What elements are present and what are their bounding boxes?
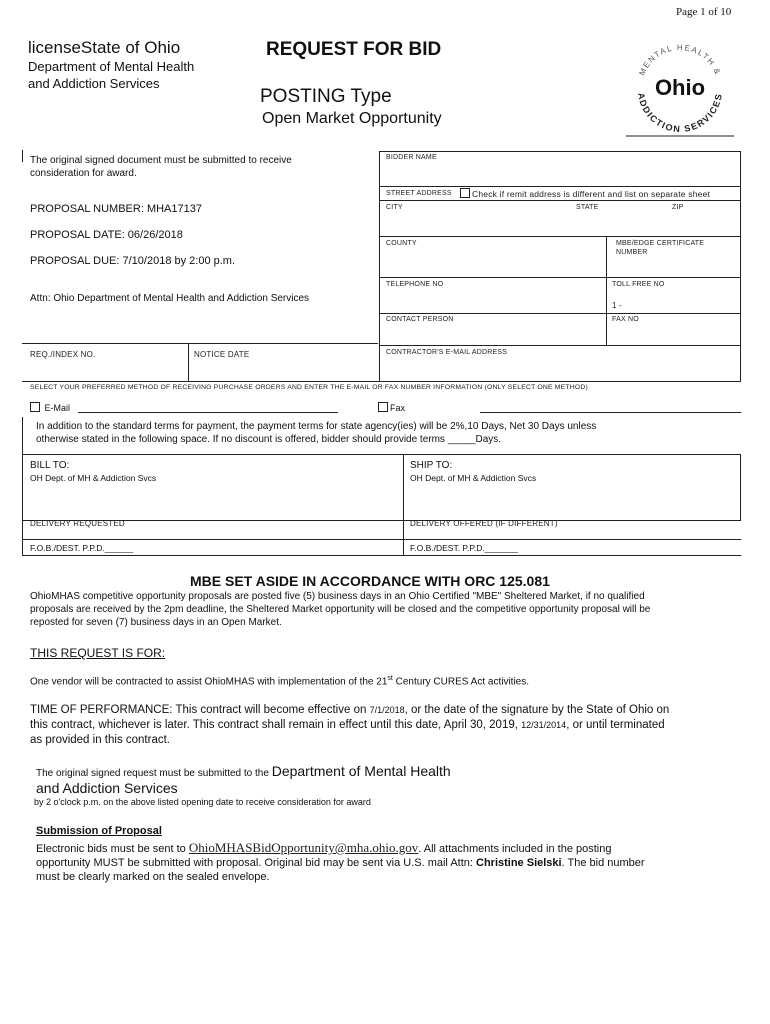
contact-name: Christine Sielski [476,857,562,869]
submission-note-line2: and Addiction Services [36,780,178,796]
performance-line3: as provided in this contract. [30,734,170,746]
performance-2b: 12/31/2014 [521,720,567,730]
payment-terms-line1: In addition to the standard terms for payment, the payment terms for state agency(ies) will be 2%,10 Days, Net 30 Days unless [36,421,597,432]
remit-address-check[interactable] [460,188,710,199]
delivery-requested-label: DELIVERY REQUESTED [30,519,125,528]
attention-line: Attn: Ohio Department of Mental Health and Addiction Services [30,293,310,304]
mbe-certificate-label: MBE/EDGE CERTIFICATE NUMBER [616,240,705,256]
signed-document-notice: The original signed document must be submitted to receive [30,155,292,166]
remit-checkbox[interactable] [460,188,470,198]
submission-2c: . The bid number [561,857,645,869]
submission-note-1b: Department of Mental Health [271,763,451,779]
fax-no-label: FAX NO [612,316,639,323]
fob-right: F.O.B./DEST. P.P.D._______ [410,543,518,553]
opportunity-type: Open Market Opportunity [262,110,442,127]
ship-to-label: SHIP TO: [410,460,453,471]
department-line2: and Addiction Services [28,76,160,91]
svg-text:ADDICTION SERVICES: ADDICTION SERVICES [635,91,725,135]
svg-text:Ohio: Ohio [654,75,706,100]
request-description [30,675,529,687]
department-line1: Department of Mental Health [28,59,195,74]
submission-note-line1 [36,763,451,779]
submission-2a: opportunity MUST be submitted with proposal. Original bid may be sent via U.S. mail Attn: [36,857,476,869]
city-label: CITY [386,204,403,211]
request-text-a: One vendor will be contracted to assist OhioMHAS with implementation of the 21 [30,676,388,688]
posting-type: POSTING Type [260,86,392,107]
bill-to-value: OH Dept. of MH & Addiction Svcs [30,473,157,483]
performance-line2 [30,719,665,731]
submission-heading: Submission of Proposal [36,825,162,837]
fax-option-label: Fax [390,403,406,413]
bidder-name-label: BIDDER NAME [386,154,437,161]
performance-line1 [30,704,669,716]
request-text-b: Century CURES Act activities. [392,676,530,688]
mbe-paragraph-line1: OhioMHAS competitive opportunity proposals are posted five (5) business days in an Ohio Certified "MBE" Sheltered Market, if no qualified [30,591,645,602]
bill-to-label: BILL TO: [30,460,70,471]
performance-1a: TIME OF PERFORMANCE: This contract will become effective on [30,704,370,716]
req-index-label: REQ./INDEX NO. [30,350,96,359]
delivery-offered-label: DELIVERY OFFERED (IF DIFFERENT) [410,519,558,528]
county-label: COUNTY [386,240,417,247]
agency-name: licenseState of Ohio [28,38,181,57]
ship-to-value: OH Dept. of MH & Addiction Svcs [410,473,537,483]
email-option[interactable] [30,402,70,413]
toll-free-prefix: 1 - [612,301,622,310]
notice-date-label: NOTICE DATE [194,350,250,359]
page-title: REQUEST FOR BID [266,39,442,60]
mbe-paragraph-line3: reposted for seven (7) business days in an Open Market. [30,617,282,628]
performance-2c: , or until terminated [566,719,665,731]
fax-checkbox[interactable] [378,402,388,412]
signed-document-notice-2: consideration for award. [30,168,137,179]
contact-person-label: CONTACT PERSON [386,316,454,323]
contractor-email-label: CONTRACTOR'S E-MAIL ADDRESS [386,349,508,356]
fob-left: F.O.B./DEST. P.P.D.______ [30,543,134,553]
fax-option[interactable] [378,402,405,413]
page-number: Page 1 of 10 [676,6,732,18]
submission-line3: must be clearly marked on the sealed envelope. [36,871,270,883]
svg-text:MENTAL HEALTH &: MENTAL HEALTH & [637,42,723,77]
proposal-due: PROPOSAL DUE: 7/10/2018 by 2:00 p.m. [30,255,236,267]
remit-check-label: Check if remit address is different and list on separate sheet [472,189,711,199]
submission-note-line3: by 2 o'clock p.m. on the above listed opening date to receive consideration for award [34,797,371,807]
toll-free-label: TOLL FREE NO [612,281,665,288]
submission-1a: Electronic bids must be sent to [36,843,189,855]
mbe-paragraph-line2: proposals are received by the 2pm deadline, the Sheltered Market opportunity will be closed and the competitive opportunity proposal will be [30,604,651,615]
performance-1c: , or the date of the signature by the State of Ohio on [404,704,670,716]
zip-label: ZIP [672,204,684,211]
performance-2a: this contract, whichever is later. This contract shall remain in effect until this date, April 30, 2019, [30,719,522,731]
bid-email-link[interactable]: OhioMHASBidOpportunity@mha.ohio.gov [188,840,419,855]
submission-line1 [36,840,611,856]
method-instruction: SELECT YOUR PREFERRED METHOD OF RECEIVING PURCHASE ORDERS AND ENTER THE E-MAIL OR FAX NUMBER INFORMATION (ONLY SELECT ONE METHOD) [30,384,588,391]
request-text-sup: st [387,675,393,682]
proposal-date: PROPOSAL DATE: 06/26/2018 [30,229,183,241]
submission-line2 [36,857,645,869]
performance-1b: 7/1/2018 [369,705,405,715]
telephone-label: TELEPHONE NO [386,281,444,288]
proposal-number: PROPOSAL NUMBER: MHA17137 [30,203,202,215]
submission-1c: . All attachments included in the posting [418,843,612,855]
email-option-label: E-Mail [44,403,71,413]
ohio-seal-logo [624,36,736,140]
submission-note-1a: The original signed request must be submitted to the [36,768,272,779]
payment-terms-line2: otherwise stated in the following space. If no discount is offered, bidder should provide terms _____Days. [36,434,502,445]
mbe-heading: MBE SET ASIDE IN ACCORDANCE WITH ORC 125.081 [190,573,550,589]
request-heading: THIS REQUEST IS FOR: [30,646,166,660]
email-checkbox[interactable] [30,402,40,412]
bidder-name-field[interactable] [385,163,735,183]
street-address-label: STREET ADDRESS [386,190,452,197]
state-label: STATE [576,204,599,211]
